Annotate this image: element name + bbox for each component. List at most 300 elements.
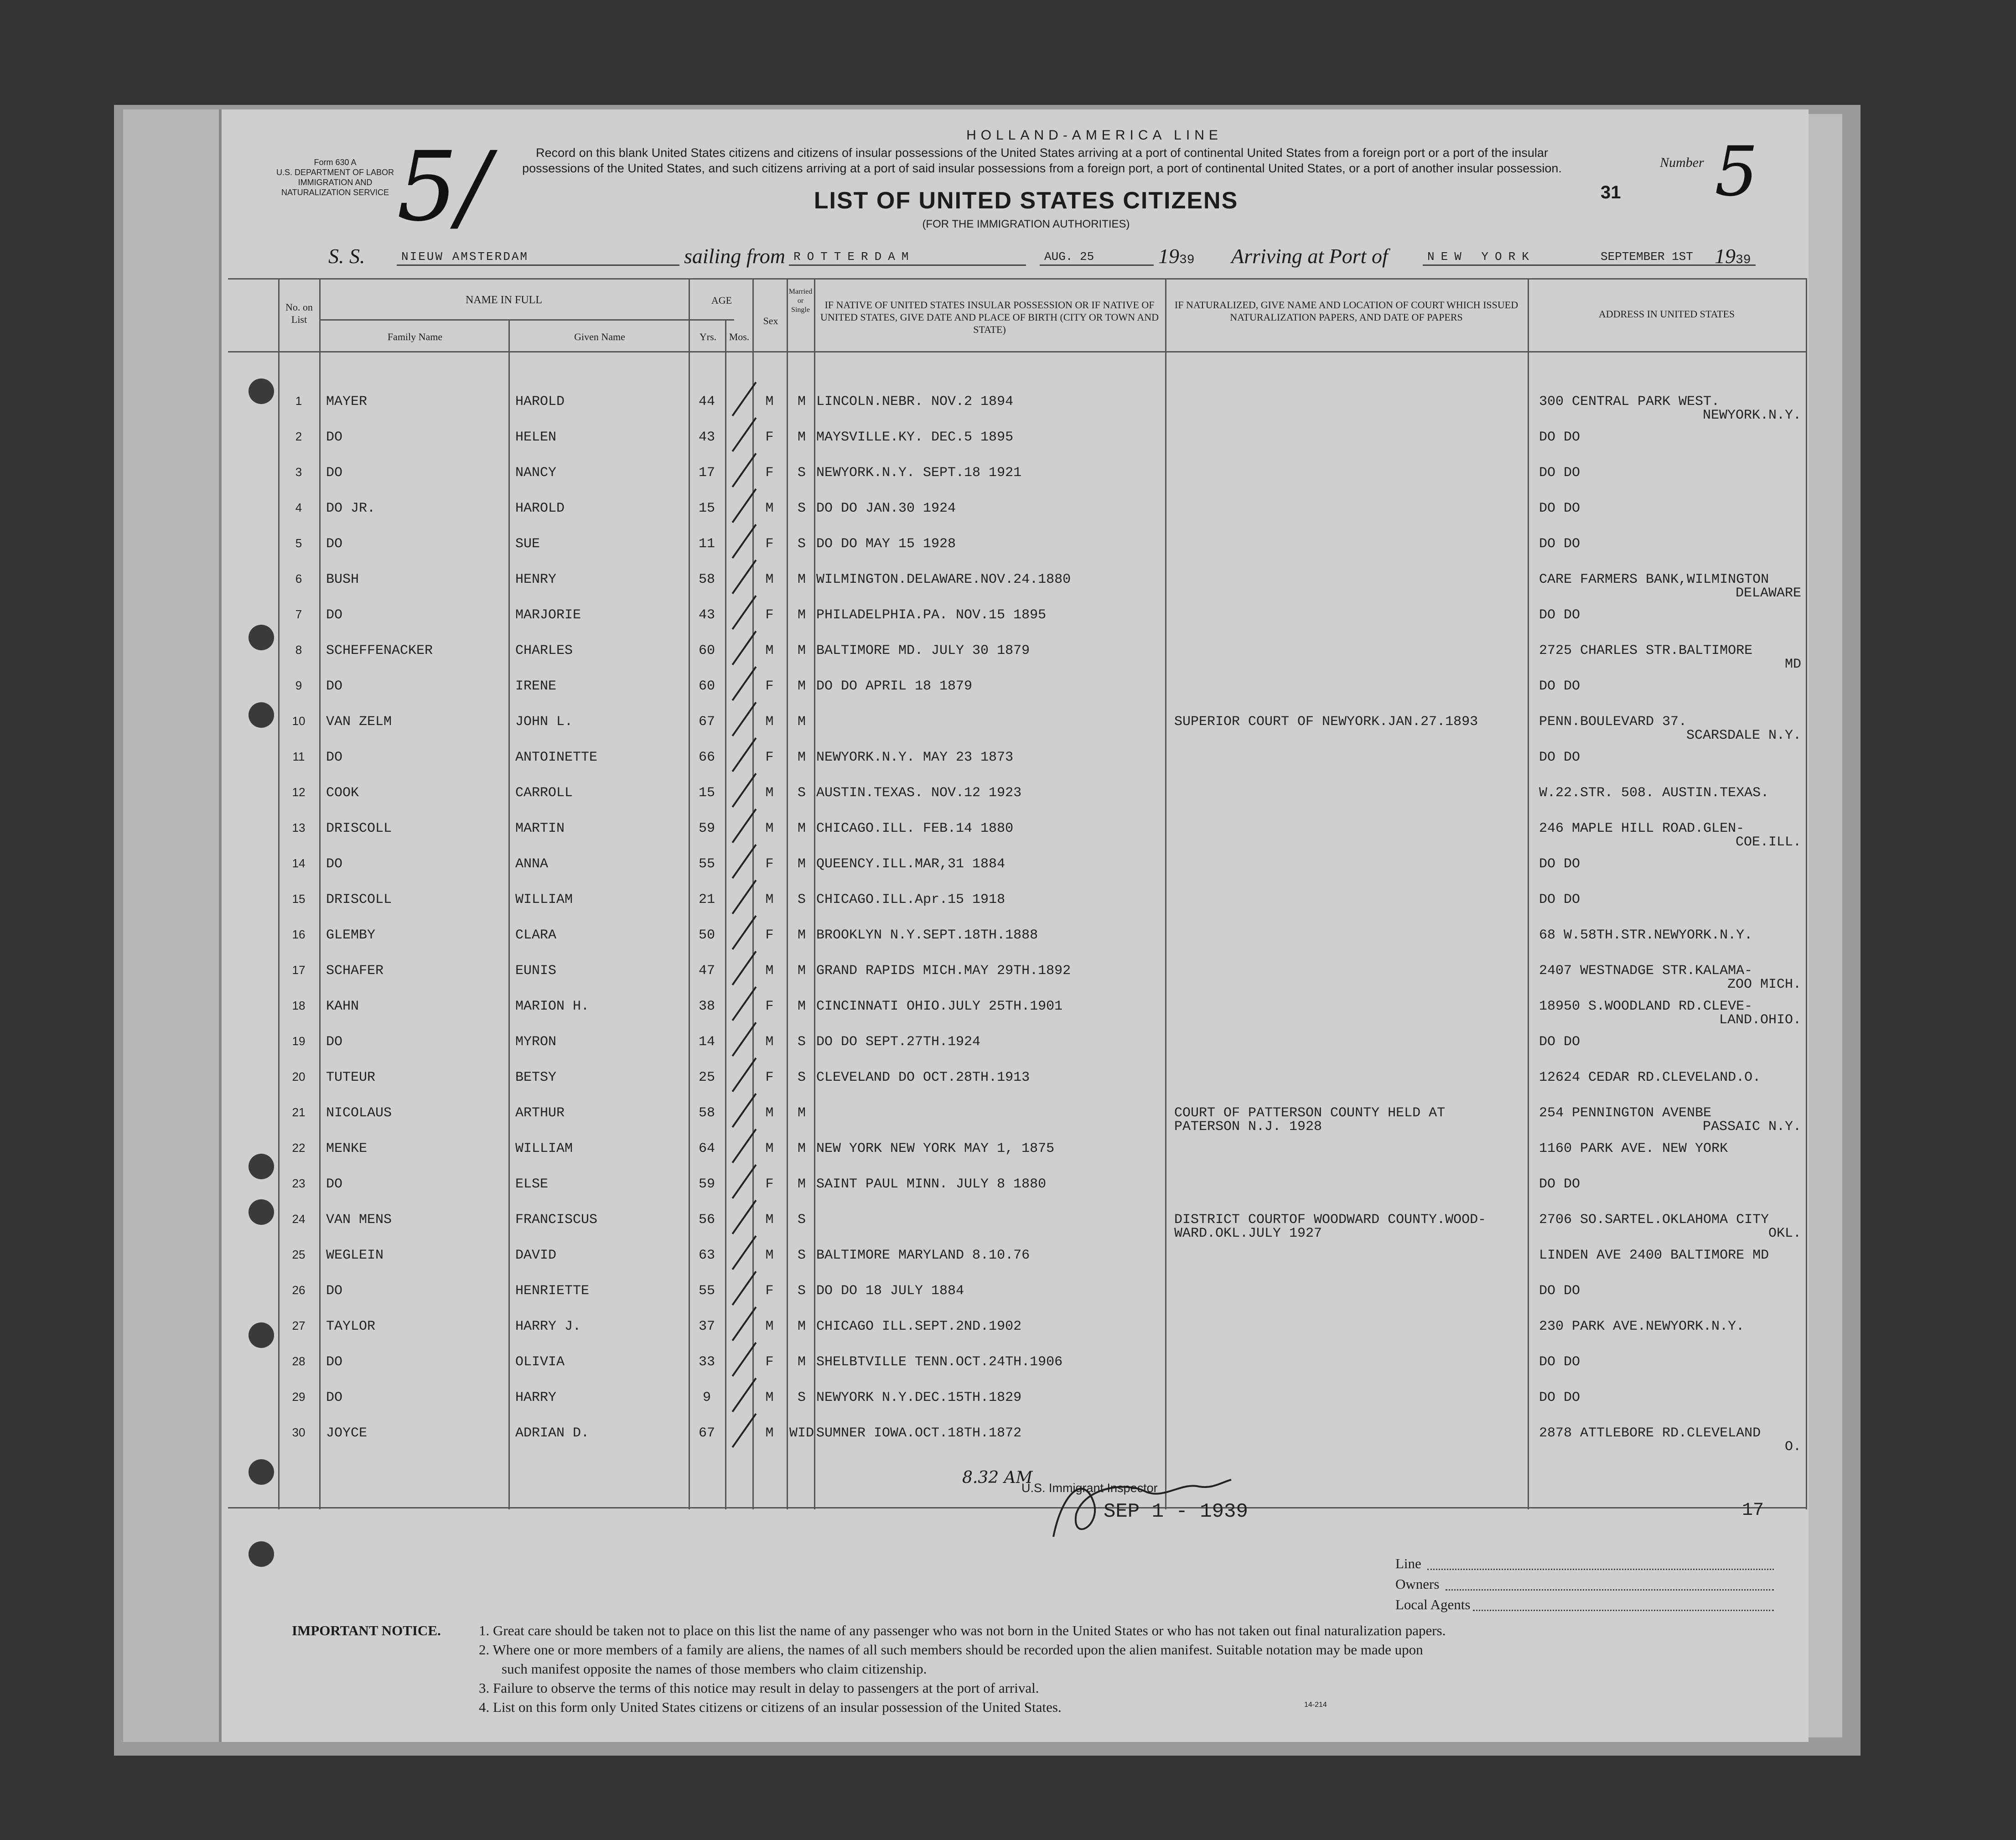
table-row	[0, 1206, 2016, 1241]
age-years: 67	[698, 1425, 715, 1441]
table-row	[0, 743, 2016, 779]
col-header-sex: Sex	[763, 315, 778, 327]
row-number: 27	[292, 1319, 306, 1332]
table-row	[0, 957, 2016, 992]
row-number: 29	[292, 1390, 306, 1404]
age-years: 14	[698, 1034, 715, 1050]
address: CARE FARMERS BANK,WILMINGTON	[1539, 572, 1769, 587]
family-name: DO	[326, 750, 343, 765]
marital-status: M	[797, 928, 806, 943]
family-name: VAN ZELM	[326, 714, 392, 730]
row-number: 5	[295, 536, 302, 550]
row-number: 1	[295, 394, 302, 408]
age-years: 55	[698, 856, 715, 872]
address: 1160 PARK AVE. NEW YORK	[1539, 1141, 1728, 1156]
sex: M	[765, 1390, 774, 1405]
page-count: 17	[1742, 1500, 1764, 1521]
table-row	[0, 814, 2016, 850]
marital-status: S	[797, 892, 806, 907]
given-name: MARTIN	[515, 821, 565, 836]
address: DO DO	[1539, 1390, 1581, 1405]
table-row	[0, 1099, 2016, 1135]
age-years: 55	[698, 1283, 715, 1299]
given-name: EUNIS	[515, 963, 557, 979]
address: W.22.STR. 508. AUSTIN.TEXAS.	[1539, 785, 1769, 801]
year-from-group	[1158, 244, 1195, 268]
sex: F	[765, 465, 774, 481]
address-line-2: SCARSDALE N.Y.	[1686, 728, 1801, 743]
table-row	[0, 850, 2016, 886]
marital-status: M	[797, 430, 806, 445]
address-line-2: LAND.OHIO.	[1719, 1012, 1801, 1028]
address: DO DO	[1539, 1283, 1581, 1299]
time-note: 8.32 AM	[962, 1468, 1033, 1487]
address: DO DO	[1539, 892, 1581, 907]
col-header-naturalized: IF NATURALIZED, GIVE NAME AND LOCATION OF COURT WHICH ISSUED NATURALIZATION PAPERS, AND DATE OF PAPERS	[1174, 299, 1518, 323]
address: DO DO	[1539, 1034, 1581, 1050]
marital-status: M	[797, 1105, 806, 1121]
birth-info: CHICAGO.ILL. FEB.14 1880	[816, 821, 1014, 836]
given-name: BETSY	[515, 1070, 557, 1085]
row-number: 22	[292, 1141, 306, 1155]
birth-info: CHICAGO ILL.SEPT.2ND.1902	[816, 1319, 1022, 1334]
address-line-2: MD	[1784, 657, 1801, 672]
row-number: 9	[295, 679, 302, 692]
address-line-2: OKL.	[1768, 1226, 1801, 1241]
notice-2b: such manifest opposite the names of those members who claim citizenship.	[502, 1661, 927, 1677]
row-number: 12	[292, 785, 306, 799]
address: 2725 CHARLES STR.BALTIMORE	[1539, 643, 1753, 658]
address: DO DO	[1539, 1177, 1581, 1192]
sex: F	[765, 750, 774, 765]
marital-status: M	[797, 821, 806, 836]
sex: M	[765, 821, 774, 836]
address: DO DO	[1539, 750, 1581, 765]
marital-status: S	[797, 1070, 806, 1085]
handwritten-number: 5	[1715, 132, 1758, 212]
family-name: DRISCOLL	[326, 892, 392, 907]
sex: F	[765, 856, 774, 872]
number-label: Number	[1660, 155, 1704, 170]
sex: F	[765, 679, 774, 694]
birth-info: AUSTIN.TEXAS. NOV.12 1923	[816, 785, 1022, 801]
marital-status: S	[797, 1283, 806, 1299]
address: DO DO	[1539, 465, 1581, 481]
marital-status: M	[797, 1319, 806, 1334]
age-years: 11	[698, 536, 715, 552]
arriving-label: Arriving at Port of	[1231, 244, 1388, 268]
marital-status: M	[797, 999, 806, 1014]
table-row	[0, 992, 2016, 1028]
given-name: HENRIETTE	[515, 1283, 590, 1299]
table-row	[0, 494, 2016, 530]
age-years: 15	[698, 501, 715, 516]
address-line-2: NEWYORK.N.Y.	[1702, 408, 1801, 423]
family-name: DO	[326, 679, 343, 694]
sex: M	[765, 1319, 774, 1334]
family-name: VAN MENS	[326, 1212, 392, 1228]
notice-3: 3. Failure to observe the terms of this notice may result in delay to passengers at the port of arrival.	[479, 1680, 1039, 1696]
row-number: 14	[292, 856, 306, 870]
address: PENN.BOULEVARD 37.	[1539, 714, 1687, 730]
table-row	[0, 601, 2016, 637]
age-years: 37	[698, 1319, 715, 1334]
table-row	[0, 1277, 2016, 1312]
col-header-name: NAME IN FULL	[466, 294, 542, 306]
sex: F	[765, 928, 774, 943]
age-years: 67	[698, 714, 715, 730]
sex: F	[765, 999, 774, 1014]
intro-text: Record on this blank United States citizens and citizens of insular possessions of the United States arriving at a port of continental United States from a foreign port or a port of the insular possessions of the United States, and such citizens arriving at a port of said insular possessions from a foreign port, a port of continental United States, or a port of another insular possession.	[522, 146, 1562, 175]
marital-status: S	[797, 1212, 806, 1228]
table-row	[0, 1384, 2016, 1419]
table-row	[0, 708, 2016, 743]
agents-rule	[1473, 1610, 1774, 1611]
family-name: SCHEFFENACKER	[326, 643, 433, 658]
sex: M	[765, 785, 774, 801]
age-years: 63	[698, 1248, 715, 1263]
col-header-family: Family Name	[387, 331, 443, 342]
marital-status: S	[797, 1034, 806, 1050]
side-mark: 31	[1601, 182, 1621, 202]
birth-info: BROOKLYN N.Y.SEPT.18TH.1888	[816, 928, 1038, 943]
department-line-1: U.S. DEPARTMENT OF LABOR	[276, 168, 394, 177]
col-header-birth: IF NATIVE OF UNITED STATES INSULAR POSSESSION OR IF NATIVE OF UNITED STATES, GIVE DATE AND PLACE OF BIRTH (CITY OR TOWN AND STATE)	[820, 299, 1159, 335]
marital-status: WID	[789, 1425, 814, 1441]
sex: F	[765, 1070, 774, 1085]
sex: M	[765, 1212, 774, 1228]
row-number: 19	[292, 1034, 306, 1048]
age-years: 60	[698, 643, 715, 658]
col-header-address: ADDRESS IN UNITED STATES	[1598, 308, 1735, 320]
binder-hole	[249, 1541, 274, 1567]
given-name: CLARA	[515, 928, 557, 943]
table-row	[0, 565, 2016, 601]
address-line-2: ZOO MICH.	[1727, 977, 1801, 992]
naturalization: COURT OF PATTERSON COUNTY HELD AT	[1174, 1105, 1446, 1121]
address: 68 W.58TH.STR.NEWYORK.N.Y.	[1539, 928, 1753, 943]
marital-status: S	[797, 1390, 806, 1405]
table-bottom-border	[228, 1507, 1806, 1508]
sex: M	[765, 1105, 774, 1121]
address-line-2: PASSAIC N.Y.	[1702, 1119, 1801, 1135]
date-from-underline	[1040, 264, 1154, 266]
age-years: 59	[698, 821, 715, 836]
marital-status: M	[797, 572, 806, 587]
birth-info: GRAND RAPIDS MICH.MAY 29TH.1892	[816, 963, 1071, 979]
row-number: 10	[292, 714, 306, 728]
marital-status: M	[797, 607, 806, 623]
address-line-2: COE.ILL.	[1735, 834, 1801, 850]
sex: M	[765, 714, 774, 730]
address: 18950 S.WOODLAND RD.CLEVE-	[1539, 999, 1753, 1014]
address-line-2: DELAWARE	[1735, 586, 1801, 601]
family-name: COOK	[326, 785, 359, 801]
age-years: 58	[698, 1105, 715, 1121]
naturalization-line-2: WARD.OKL.JULY 1927	[1174, 1226, 1322, 1241]
marital-status: S	[797, 465, 806, 481]
address: 12624 CEDAR RD.CLEVELAND.O.	[1539, 1070, 1761, 1085]
notice-title: IMPORTANT NOTICE.	[292, 1622, 441, 1638]
table-row	[0, 1312, 2016, 1348]
birth-info: SUMNER IOWA.OCT.18TH.1872	[816, 1425, 1022, 1441]
birth-info: DO DO 18 JULY 1884	[816, 1283, 964, 1299]
birth-info: SHELBTVILLE TENN.OCT.24TH.1906	[816, 1354, 1063, 1370]
row-number: 4	[295, 501, 302, 514]
age-years: 38	[698, 999, 715, 1014]
given-name: WILLIAM	[515, 1141, 573, 1156]
year-to-group	[1715, 244, 1751, 268]
address-line-2: O.	[1784, 1439, 1801, 1455]
marital-status: M	[797, 750, 806, 765]
line-label: Line	[1395, 1555, 1421, 1571]
birth-info: DO DO JAN.30 1924	[816, 501, 956, 516]
table-row	[0, 1135, 2016, 1170]
age-years: 58	[698, 572, 715, 587]
age-years: 47	[698, 963, 715, 979]
sex: F	[765, 430, 774, 445]
sex: F	[765, 1283, 774, 1299]
birth-info: DO DO MAY 15 1928	[816, 536, 956, 552]
address: 230 PARK AVE.NEWYORK.N.Y.	[1539, 1319, 1745, 1334]
row-number: 25	[292, 1248, 306, 1261]
arrival-stamp: SEP 1 - 1939	[1104, 1500, 1248, 1523]
family-name: GLEMBY	[326, 928, 376, 943]
given-name: ARTHUR	[515, 1105, 565, 1121]
family-name: TUTEUR	[326, 1070, 376, 1085]
sex: M	[765, 394, 774, 409]
row-number: 17	[292, 963, 306, 977]
port-from: ROTTERDAM	[793, 250, 915, 264]
agents-label: Local Agents	[1395, 1596, 1471, 1612]
row-number: 28	[292, 1354, 306, 1368]
row-number: 2	[295, 430, 302, 443]
given-name: SUE	[515, 536, 540, 552]
family-name: DO	[326, 430, 343, 445]
owners-label: Owners	[1395, 1576, 1440, 1592]
marital-status: M	[797, 679, 806, 694]
family-name: WEGLEIN	[326, 1248, 384, 1263]
family-name: BUSH	[326, 572, 359, 587]
name-age-subrule	[319, 319, 734, 321]
given-name: ADRIAN D.	[515, 1425, 590, 1441]
family-name: DO	[326, 1177, 343, 1192]
family-name: TAYLOR	[326, 1319, 376, 1334]
naturalization: DISTRICT COURTOF WOODWARD COUNTY.WOOD-	[1174, 1212, 1487, 1228]
sex: F	[765, 536, 774, 552]
given-name: CARROLL	[515, 785, 573, 801]
page-subtitle: (FOR THE IMMIGRATION AUTHORITIES)	[922, 218, 1130, 230]
given-name: HAROLD	[515, 394, 565, 409]
table-row	[0, 388, 2016, 423]
given-name: NANCY	[515, 465, 557, 481]
row-number: 8	[295, 643, 302, 657]
ship-name: NIEUW AMSTERDAM	[401, 250, 529, 264]
birth-info: CINCINNATI OHIO.JULY 25TH.1901	[816, 999, 1063, 1014]
col-header-yrs: Yrs.	[699, 331, 717, 342]
family-name: NICOLAUS	[326, 1105, 392, 1121]
birth-info: NEWYORK N.Y.DEC.15TH.1829	[816, 1390, 1022, 1405]
birth-info: QUEENCY.ILL.MAR,31 1884	[816, 856, 1005, 872]
given-name: OLIVIA	[515, 1354, 565, 1370]
department-line-2: IMMIGRATION AND	[298, 178, 373, 187]
marital-status: S	[797, 501, 806, 516]
address: LINDEN AVE 2400 BALTIMORE MD	[1539, 1248, 1769, 1263]
row-number: 30	[292, 1425, 306, 1439]
date-from: AUG. 25	[1044, 250, 1094, 264]
age-years: 44	[698, 394, 715, 409]
sex: F	[765, 607, 774, 623]
family-name: SCHAFER	[326, 963, 384, 979]
sex: M	[765, 1248, 774, 1263]
sex: F	[765, 1177, 774, 1192]
birth-info: DO DO SEPT.27TH.1924	[816, 1034, 981, 1050]
birth-info: CLEVELAND DO OCT.28TH.1913	[816, 1070, 1030, 1085]
form-number: Form 630 A	[314, 158, 357, 167]
family-name: DO	[326, 607, 343, 623]
marital-status: M	[797, 643, 806, 658]
birth-info: DO DO APRIL 18 1879	[816, 679, 973, 694]
address: 2878 ATTLEBORE RD.CLEVELAND	[1539, 1425, 1761, 1441]
marital-status: M	[797, 1354, 806, 1370]
handwritten-list-number: 5/	[397, 131, 490, 243]
year-from: 39	[1179, 253, 1195, 267]
sex: F	[765, 1354, 774, 1370]
birth-info: SAINT PAUL MINN. JULY 8 1880	[816, 1177, 1047, 1192]
family-name: DO	[326, 1034, 343, 1050]
row-number: 13	[292, 821, 306, 834]
table-row	[0, 1170, 2016, 1206]
port-to-underline	[1423, 264, 1756, 266]
naturalization-line-2: PATERSON N.J. 1928	[1174, 1119, 1322, 1135]
family-name: MAYER	[326, 394, 368, 409]
given-name: HELEN	[515, 430, 557, 445]
row-number: 11	[292, 750, 305, 763]
birth-info: NEW YORK NEW YORK MAY 1, 1875	[816, 1141, 1055, 1156]
row-number: 21	[292, 1105, 306, 1119]
sailing-label: sailing from	[684, 244, 785, 268]
ship-underline	[397, 264, 679, 266]
family-name: KAHN	[326, 999, 359, 1014]
ss-label: S. S.	[328, 244, 365, 268]
family-name: DO	[326, 536, 343, 552]
owners-rule	[1446, 1589, 1774, 1591]
marital-status: S	[797, 536, 806, 552]
naturalization: SUPERIOR COURT OF NEWYORK.JAN.27.1893	[1174, 714, 1478, 730]
table-row	[0, 423, 2016, 459]
marital-status: M	[797, 714, 806, 730]
table-row	[0, 1063, 2016, 1099]
col-header-no: No. on List	[285, 301, 313, 325]
family-name: DO	[326, 465, 343, 481]
address: DO DO	[1539, 856, 1581, 872]
row-number: 18	[292, 999, 306, 1012]
family-name: DO	[326, 1283, 343, 1299]
birth-info: NEWYORK.N.Y. MAY 23 1873	[816, 750, 1014, 765]
given-name: HENRY	[515, 572, 557, 587]
row-number: 15	[292, 892, 306, 906]
age-years: 25	[698, 1070, 715, 1085]
row-number: 23	[292, 1177, 306, 1190]
notice-2: 2. Where one or more members of a family are aliens, the names of all such members should be recorded upon the alien manifest. Suitable notation may be made upon	[479, 1642, 1423, 1658]
year-prefix-to: 19	[1715, 244, 1736, 268]
marital-status: S	[797, 1248, 806, 1263]
given-name: MARION H.	[515, 999, 590, 1014]
col-header-married: Married or Single	[788, 288, 813, 314]
table-row	[0, 921, 2016, 957]
age-years: 21	[698, 892, 715, 907]
given-name: JOHN L.	[515, 714, 573, 730]
age-years: 15	[698, 785, 715, 801]
table-row	[0, 779, 2016, 814]
printer-mark: 14-214	[1304, 1701, 1327, 1709]
birth-info: PHILADELPHIA.PA. NOV.15 1895	[816, 607, 1047, 623]
row-number: 24	[292, 1212, 306, 1226]
marital-status: M	[797, 394, 806, 409]
page-title: LIST OF UNITED STATES CITIZENS	[814, 187, 1239, 214]
given-name: ANTOINETTE	[515, 750, 598, 765]
col-header-mos: Mos.	[729, 331, 750, 342]
table-row	[0, 637, 2016, 672]
family-name: MENKE	[326, 1141, 368, 1156]
birth-info: CHICAGO.ILL.Apr.15 1918	[816, 892, 1005, 907]
sex: M	[765, 963, 774, 979]
address: 246 MAPLE HILL ROAD.GLEN-	[1539, 821, 1745, 836]
sex: M	[765, 892, 774, 907]
table-row	[0, 1348, 2016, 1384]
table-row	[0, 672, 2016, 708]
given-name: FRANCISCUS	[515, 1212, 598, 1228]
address: DO DO	[1539, 536, 1581, 552]
address: DO DO	[1539, 501, 1581, 516]
age-years: 50	[698, 928, 715, 943]
birth-info: MAYSVILLE.KY. DEC.5 1895	[816, 430, 1014, 445]
row-number: 20	[292, 1070, 306, 1083]
binder-hole	[249, 1459, 274, 1485]
birth-info: BALTIMORE MD. JULY 30 1879	[816, 643, 1030, 658]
sex: M	[765, 1034, 774, 1050]
age-years: 43	[698, 607, 715, 623]
col-header-age: AGE	[711, 295, 732, 306]
table-row	[0, 530, 2016, 565]
sex: M	[765, 501, 774, 516]
table-row	[0, 1241, 2016, 1277]
marital-status: M	[797, 963, 806, 979]
line-name: HOLLAND-AMERICA LINE	[966, 128, 1223, 143]
department-line-3: NATURALIZATION SERVICE	[281, 188, 389, 197]
birth-info: BALTIMORE MARYLAND 8.10.76	[816, 1248, 1030, 1263]
table-row	[0, 1419, 2016, 1455]
date-to: SEPTEMBER 1ST	[1601, 250, 1693, 264]
table-header-border	[228, 351, 1806, 352]
address: DO DO	[1539, 679, 1581, 694]
birth-info: NEWYORK.N.Y. SEPT.18 1921	[816, 465, 1022, 481]
given-name: CHARLES	[515, 643, 573, 658]
sex: M	[765, 1141, 774, 1156]
given-name: DAVID	[515, 1248, 557, 1263]
address: DO DO	[1539, 430, 1581, 445]
family-name: DO	[326, 856, 343, 872]
table-row	[0, 459, 2016, 494]
age-years: 59	[698, 1177, 715, 1192]
given-name: MYRON	[515, 1034, 557, 1050]
age-years: 56	[698, 1212, 715, 1228]
family-name: JOYCE	[326, 1425, 368, 1441]
sex: M	[765, 572, 774, 587]
col-header-given: Given Name	[574, 331, 625, 342]
address: 254 PENNINGTON AVENBE	[1539, 1105, 1712, 1121]
given-name: HARRY	[515, 1390, 557, 1405]
